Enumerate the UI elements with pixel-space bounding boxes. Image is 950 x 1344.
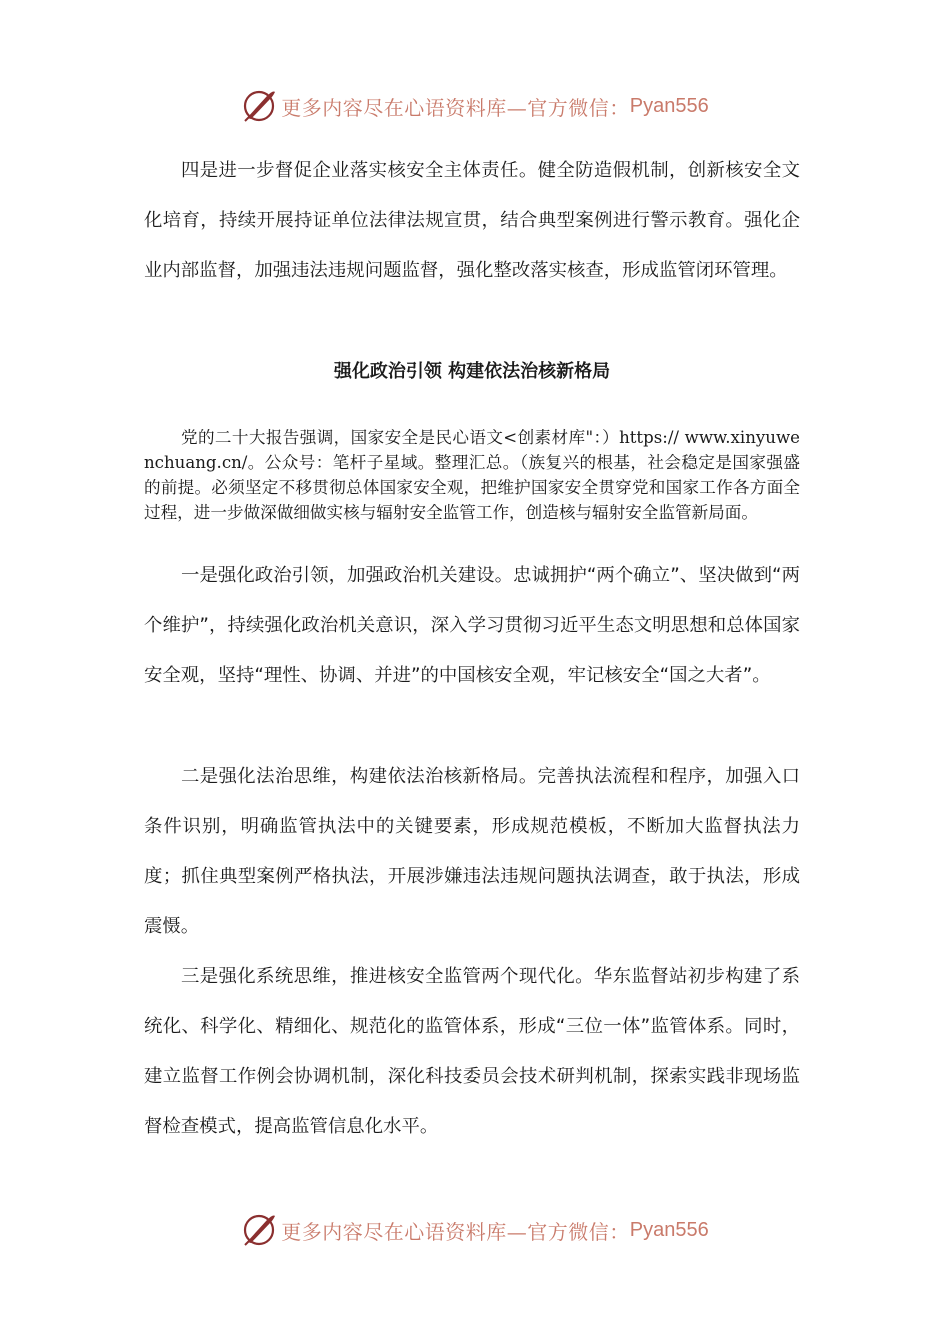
quill-logo-icon: [241, 1212, 277, 1248]
paragraph-intro: 党的二十大报告强调，国家安全是民心语文<创素材库"：）https:// www.xinyuwenchuang.cn/。公众号：笔杆子星域。整理汇总。（族复兴的根基，社会稳定是国家强盛的前提。必须坚定不移贯彻总体国家安全观，把维护国家安全贯穿党和国家工作各方面全过程，进一步做深做细做实核与辐射安全监管工作，创造核与辐射安全监管新局面。: [144, 428, 800, 522]
banner-text: 更多内容尽在心语资料库—官方微信：: [281, 95, 630, 120]
footer-banner: [0, 1208, 950, 1252]
paragraph-rule-of-law: 二是强化法治思维，构建依法治核新格局。完善执法流程和程序，加强入口条件识别，明确监管执法中的关键要素，形成规范模板，不断加大监督执法力度；抓住典型案例严格执法，开展涉嫌违法违规问题执法调查，敢于执法，形成震慑。: [144, 766, 800, 937]
banner-wechat-handle: Pyan556: [629, 1218, 709, 1241]
quill-logo-icon: [241, 88, 277, 124]
paragraph-political-guidance: 一是强化政治引领，加强政治机关建设。忠诚拥护“两个确立”、坚决做到“两个维护”，持续强化政治机关意识，深入学习贯彻习近平生态文明思想和总体国家安全观，坚持“理性、协调、并进”的中国核安全观，牢记核安全“国之大者”。: [144, 565, 800, 686]
paragraph-supervision: 四是进一步督促企业落实核安全主体责任。健全防造假机制，创新核安全文化培育，持续开展持证单位法律法规宣贯，结合典型案例进行警示教育。强化企业内部监督，加强违法违规问题监督，强化整改落实核查，形成监管闭环管理。: [144, 160, 800, 281]
header-banner: [0, 84, 950, 128]
banner-wechat-handle: Pyan556: [629, 94, 709, 117]
paragraph-systems-thinking: 三是强化系统思维，推进核安全监管两个现代化。华东监督站初步构建了系统化、科学化、精细化、规范化的监管体系，形成“三位一体”监管体系。同时，建立监督工作例会协调机制，深化科技委员会技术研判机制，探索实践非现场监督检查模式，提高监管信息化水平。: [144, 966, 800, 1137]
section-heading: 强化政治引领 构建依法治核新格局: [333, 361, 611, 382]
banner-text: 更多内容尽在心语资料库—官方微信：: [281, 1219, 630, 1244]
